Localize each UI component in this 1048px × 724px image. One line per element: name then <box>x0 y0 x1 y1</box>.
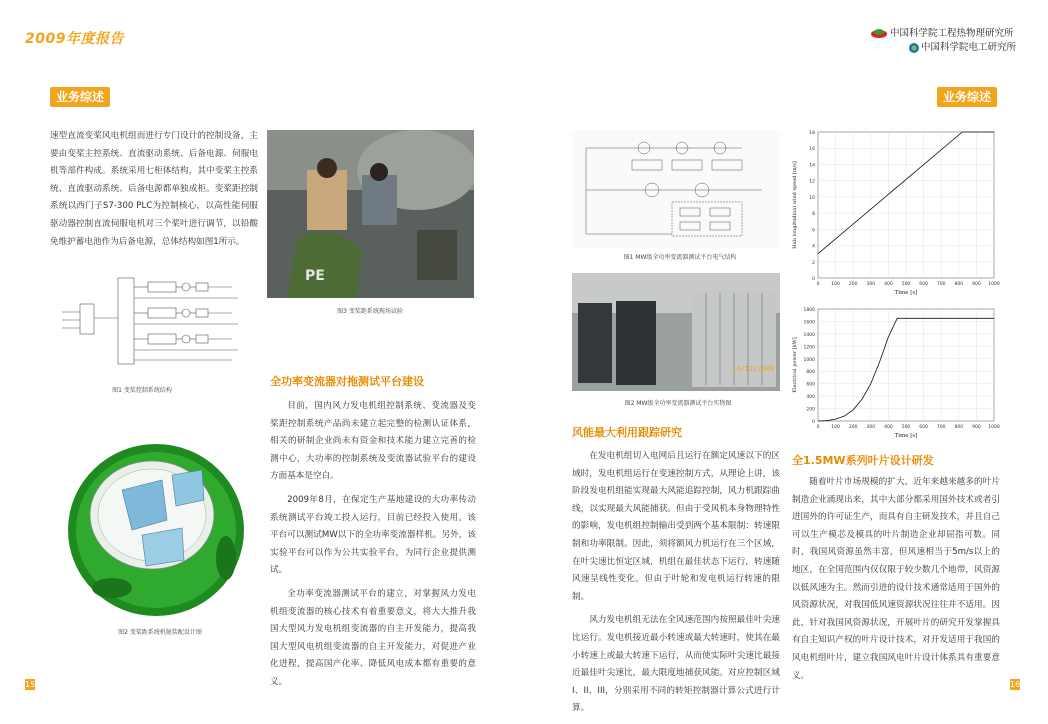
y-tick-label: 1200 <box>803 345 815 351</box>
fig3-caption-left: 图3 变桨距系统现场试验 <box>337 308 403 315</box>
y-tick-label: 1800 <box>803 308 815 313</box>
x-tick-label: 300 <box>866 425 876 430</box>
y-tick-label: 200 <box>806 407 815 413</box>
x-tick-label: 900 <box>972 282 981 287</box>
x-tick-label: 400 <box>884 282 893 287</box>
x-tick-label: 700 <box>936 425 946 430</box>
y-tick-label: 2 <box>812 260 815 266</box>
control-system-diagram <box>62 268 244 372</box>
x-tick-label: 600 <box>919 425 928 430</box>
institute-logo-2 <box>908 39 920 51</box>
y-tick-label: 12 <box>809 179 815 185</box>
x-tick-label: 1000 <box>988 425 1000 430</box>
wind-speed-chart <box>788 126 1000 300</box>
y-tick-label: 1000 <box>803 357 815 363</box>
y-tick-label: 400 <box>806 395 815 401</box>
test-platform-photo <box>572 273 780 391</box>
fig1-caption-left: 图1 变桨控制系统结构 <box>112 387 172 394</box>
y-tick-label: 4 <box>812 244 815 250</box>
y-tick-label: 14 <box>809 163 815 169</box>
fig2-caption-right: 图2 MW级全功率变流器测试平台实物图 <box>624 400 732 407</box>
x-tick-label: 200 <box>848 282 858 287</box>
x-axis-label: Time [s] <box>894 433 918 439</box>
x-tick-label: 300 <box>866 282 876 287</box>
y-tick-label: 800 <box>806 370 815 376</box>
x-tick-label: 100 <box>831 425 840 430</box>
x-tick-label: 1000 <box>988 282 1000 287</box>
section-title-blade-design: 全1.5MW系列叶片设计研发 <box>792 454 934 467</box>
x-tick-label: 0 <box>816 425 820 430</box>
page-number-right: 16 <box>1010 680 1021 689</box>
y-tick-label: 1600 <box>803 320 815 326</box>
x-tick-label: 600 <box>919 282 928 287</box>
paragraph: 随着叶片市场规模的扩大，近年来越来越多的叶片制造企业涌现出来，其中大部分都采用国外技术或者引进国外的许可证生产，而具有自主研发技术，并且自己可以生产模芯及模具的叶片制造企业却屈指可数。同时，我国风资源虽然丰富，但风速相当于5m/s以上的地区，在全国范围内仅仅限于较少数几个地带，风资源以低风速为主。然而引进的设计技术通常适用于国外的风资源状况，对我国低风速资源状况往往并不适用。因此，针对我国风资源状况，开展叶片的研究开发掌握具有自主知识产权的叶片设计技术，对开发适用于我国的风电机组叶片，建立我国风电叶片设计体系具有重要意义。 <box>792 477 1000 681</box>
x-tick-label: 100 <box>831 282 840 287</box>
y-tick-label: 6 <box>812 228 815 234</box>
x-tick-label: 200 <box>848 425 858 430</box>
x-tick-label: 800 <box>954 425 964 430</box>
fig1-caption-right: 图1 MW级全功率变流器测试平台电气结构 <box>623 254 737 261</box>
paragraph: 风力发电机组无法在全风速范围内按照最佳叶尖速比运行。发电机接近最小转速或最大转速时，使其在最小转速上或最大转速下运行，从而使实际叶尖速比最接近最佳叶尖速比，最大限度地捕获风能。对应控制区域I、II、III，分别采用不同的转矩控制器计算公式进行计算。 <box>572 615 780 714</box>
paragraph: 全功率变流器测试平台的建立，对掌握风力发电机组变流器的核心技术有着重要意义，将大大推升我国大型风力发电机组变流器的自主开发能力，提高我国大型风电机组变流器的自主开发能力，对促进产业化进程，提高国产化率、降低风电成本都有重要的意义。 <box>270 588 476 687</box>
y-tick-label: 8 <box>812 212 815 218</box>
intro-paragraph <box>50 128 258 257</box>
electrical-power-chart <box>788 303 1000 443</box>
year-report-logo: 2009年度报告 <box>25 31 124 47</box>
x-tick-label: 500 <box>901 425 911 430</box>
x-tick-label: 0 <box>816 282 820 287</box>
intro-text: 速型直流变桨风电机组而进行专门设计的控制设备，主要由变桨主控系统、直流驱动系统、后备电源、伺服电机等部件构成。系统采用七柜体结构，其中变桨主控系统、直流驱动系统、后备电源都单独成柜。变桨距控制系统以西门子S7-300 PLC为控制核心，以高性能伺服驱动器控制直流伺服电机对三个桨叶进行调节，以铅酸免维护蓄电池作为后备电源，总体结构如图1所示。 <box>50 131 258 247</box>
test-platform-paragraphs <box>270 398 476 698</box>
institute-name-1: 中国科学院工程热物理研究所 <box>890 28 1014 39</box>
fig2-caption-left: 图2 变桨距系统机舱装配设计图 <box>118 629 202 636</box>
x-tick-label: 700 <box>936 282 946 287</box>
paragraph: 在发电机组切入电网后且运行在额定风速以下的区域时，发电机组运行在变速控制方式，从理论上讲，该阶段发电机组能实现最大风能追踪控制，风力机跟踪曲线，以实现最大风能捕获。但由于受风机本身物理特性的影响，发电机组控制输出受到两个基本限制：转速限制和功率限制。因此，须将额风力机运行在三个区域，在叶尖速比恒定区域，机组在最佳状态下运行，转速随风速呈线性变化，但由于叶轮和发电机运行转速的限制。 <box>572 451 780 602</box>
max-wind-paragraphs <box>572 448 780 724</box>
wind-speed-chart-svg <box>788 126 1000 300</box>
page-number-left: 15 <box>25 680 36 689</box>
y-tick-label: 16 <box>809 147 815 153</box>
electrical-structure-diagram <box>572 130 780 248</box>
electrical-power-chart-svg <box>788 303 1000 443</box>
photo-timestamp: 14/12/2009 <box>732 365 775 373</box>
institute-logo-1 <box>870 24 888 36</box>
nacelle-assembly-render <box>52 420 252 620</box>
y-axis-label: Hub longitudinal wind speed [m/s] <box>792 161 798 249</box>
y-axis-label: Electrical power [kW] <box>792 337 798 393</box>
svg-text:PE: PE <box>305 268 325 284</box>
y-tick-label: 0 <box>812 277 815 282</box>
x-tick-label: 800 <box>954 282 964 287</box>
y-tick-label: 0 <box>812 420 815 425</box>
y-tick-label: 18 <box>809 131 815 136</box>
x-axis-label: Time [s] <box>894 290 918 296</box>
section-title-test-platform: 全功率变流器对拖测试平台建设 <box>270 375 424 388</box>
section-tag-right: 业务综述 <box>937 87 997 107</box>
institute-name-2: 中国科学院电工研究所 <box>921 42 1017 53</box>
paragraph: 2009年8月，在保定生产基地建设的大功率传动系统测试平台竣工投入运行，目前已经投入使用。该平台可以测试MW以下的全功率变流器样机。另外，该实验平台可以作为公共实验平台，为同行企业提供测试。 <box>270 494 476 576</box>
blade-design-paragraphs <box>792 474 1000 691</box>
section-title-max-wind: 风能最大利用跟踪研究 <box>572 426 682 439</box>
section-tag-left: 业务综述 <box>50 87 110 107</box>
y-tick-label: 600 <box>806 382 815 388</box>
y-tick-label: 10 <box>809 195 815 201</box>
paragraph: 目前，国内风力发电机组控制系统、变流器及变桨距控制系统产品尚未建立起完整的检测认证体系，相关的研制企业尚未有资金和技术能力建立完善的检测中心，大功率的控制系统及变流器试验平台的建设方面基本是空白。 <box>270 401 476 482</box>
field-test-photo <box>267 130 474 298</box>
y-tick-label: 1400 <box>803 332 815 338</box>
x-tick-label: 500 <box>901 282 911 287</box>
x-tick-label: 400 <box>884 425 893 430</box>
x-tick-label: 900 <box>972 425 981 430</box>
